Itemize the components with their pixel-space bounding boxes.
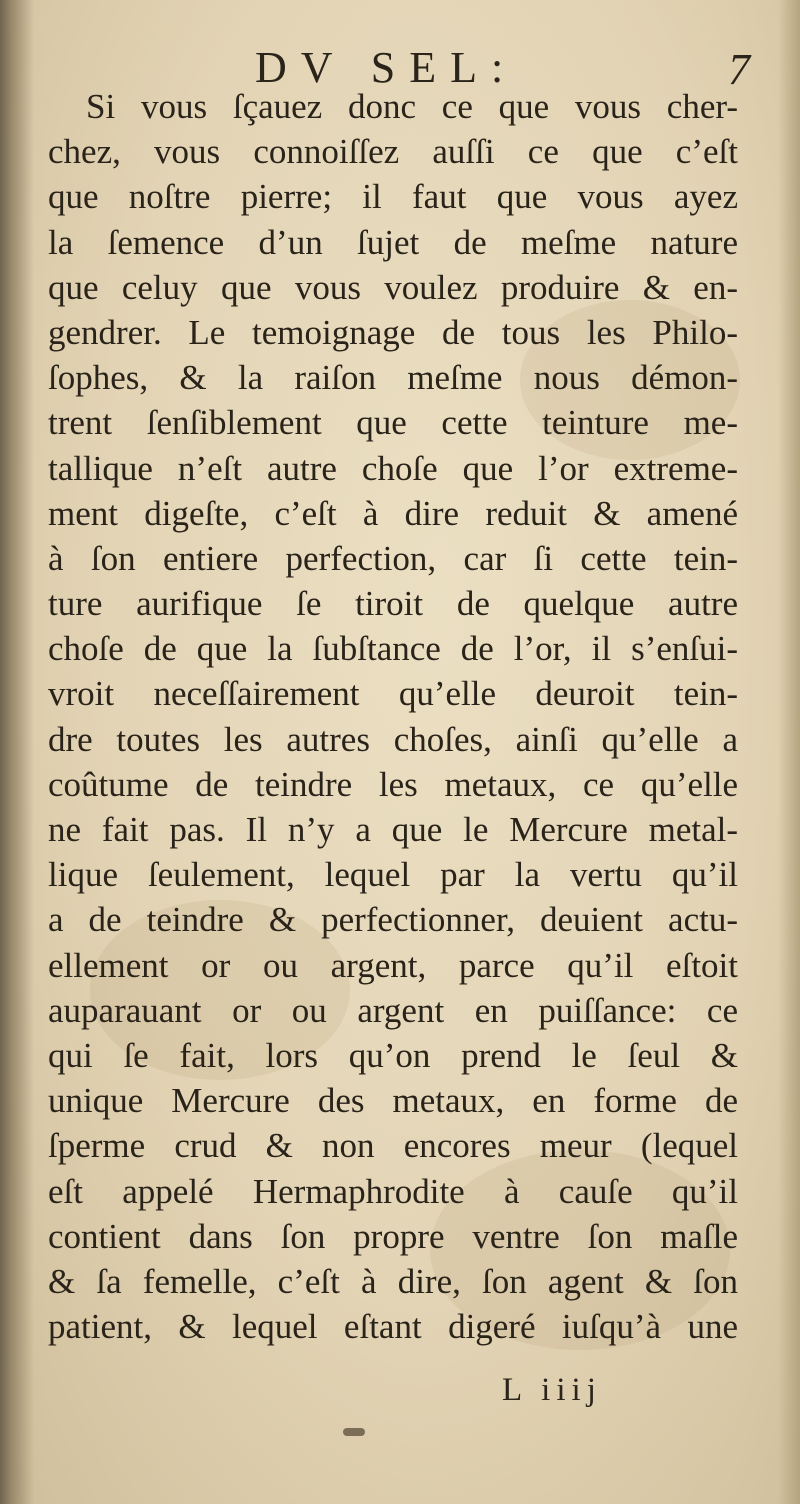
text-line: & ſa femelle, c’eſt à dire, ſon agent & ſon xyxy=(48,1261,738,1301)
text-line: ne fait pas. Il n’y a que le Mercure metal- xyxy=(48,810,738,849)
text-line: patient, & lequel eſtant digeré iuſqu’à une xyxy=(48,1307,738,1347)
text-line: que celuy que vous voulez produire & en- xyxy=(48,267,738,307)
text-line: unique Mercure des metaux, en forme de xyxy=(48,1081,738,1121)
text-line: lique ſeulement, lequel par la vertu qu’il xyxy=(48,855,738,895)
text-line: ellement or ou argent, parce qu’il eſtoit xyxy=(48,945,738,985)
signature-mark: L iiij xyxy=(502,1372,602,1408)
text-line: Si vous ſçauez donc ce que vous cher- xyxy=(86,87,738,126)
text-line: contient dans ſon propre ventre ſon maſle xyxy=(48,1216,738,1256)
text-line: ture aurifique ſe tiroit de quelque autre xyxy=(48,584,738,624)
text-line: dre toutes les autres choſes, ainſi qu’elle a xyxy=(48,719,738,759)
page-footer xyxy=(40,1352,760,1412)
text-line: choſe de que la ſubſtance de l’or, il s’enſui- xyxy=(48,629,738,669)
text-line: ſophes, & la raiſon meſme nous démon- xyxy=(48,358,738,398)
text-line: à ſon entiere perfection, car ſi cette tein- xyxy=(48,538,738,578)
text-line: ſperme crud & non encores meur (lequel xyxy=(48,1126,738,1166)
text-line: vroit neceſſairement qu’elle deuroit tein- xyxy=(48,674,738,714)
page-number: 7 xyxy=(728,45,750,94)
running-head: DV SEL: xyxy=(255,43,518,92)
text-line: auparauant or ou argent en puiſſance: ce xyxy=(48,990,738,1030)
page-edge xyxy=(778,0,800,1504)
text-line: la ſemence d’un ſujet de meſme nature xyxy=(48,222,738,262)
body-text xyxy=(48,84,738,1349)
text-line: coûtume de teindre les metaux, ce qu’elle xyxy=(48,764,738,804)
text-line: eſt appelé Hermaphrodite à cauſe qu’il xyxy=(48,1171,738,1211)
text-line: qui ſe fait, lors qu’on prend le ſeul & xyxy=(48,1035,738,1075)
text-line: tallique n’eſt autre choſe que l’or extreme- xyxy=(48,448,738,488)
text-line: gendrer. Le temoignage de tous les Philo- xyxy=(48,312,738,352)
binding-shadow xyxy=(0,0,34,1504)
text-line: trent ſenſiblement que cette teinture me- xyxy=(48,403,738,443)
text-line: a de teindre & perfectionner, deuient actu- xyxy=(48,900,738,940)
ink-speck xyxy=(343,1428,365,1436)
text-line: chez, vous connoiſſez auſſi ce que c’eſt xyxy=(48,132,738,172)
text-line: que noſtre pierre; il faut que vous ayez xyxy=(48,177,738,217)
text-line: ment digeſte, c’eſt à dire reduit & amené xyxy=(48,493,738,533)
